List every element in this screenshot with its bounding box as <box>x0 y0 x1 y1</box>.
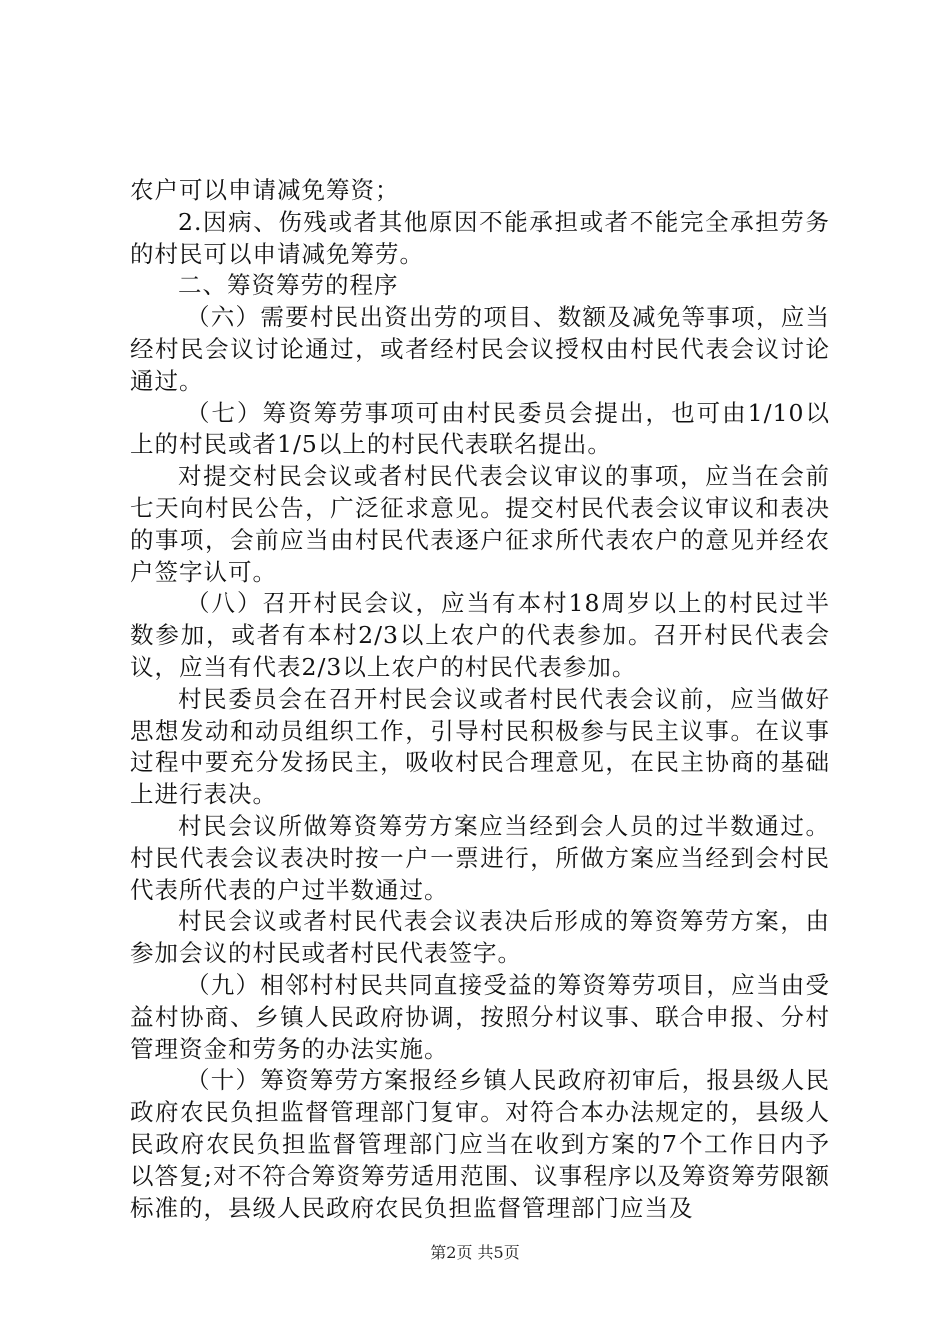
section-heading: 二、筹资筹劳的程序 <box>178 271 399 300</box>
paragraph: 村民会议或者村民代表会议表决后形成的筹资筹劳方案，由参加会议的村民或者村民代表签字。 <box>130 907 830 968</box>
paragraph: （七）筹资筹劳事项可由村民委员会提出，也可由1/10以上的村民或者1/5以上的村民代表联名提出。 <box>130 398 830 459</box>
paragraph: 2.因病、伤残或者其他原因不能承担或者不能完全承担劳务的村民可以申请减免筹劳。 <box>130 207 830 268</box>
paragraph: 村民委员会在召开村民会议或者村民代表会议前，应当做好思想发动和动员组织工作，引导村民积极参与民主议事。在议事过程中要充分发扬民主，吸收村民合理意见，在民主协商的基础上进行表决。 <box>130 684 830 809</box>
paragraph: 农户可以申请减免筹资； <box>130 176 400 204</box>
paragraph: （八）召开村民会议，应当有本村18周岁以上的村民过半数参加，或者有本村2/3以上农户的代表参加。召开村民代表会议，应当有代表2/3以上农户的村民代表参加。 <box>130 589 830 681</box>
page-number-footer: 第2页 共5页 <box>430 1243 520 1262</box>
paragraph: （六）需要村民出资出劳的项目、数额及减免等事项，应当经村民会议讨论通过，或者经村民会议授权由村民代表会议讨论通过。 <box>130 303 830 395</box>
paragraph: （十）筹资筹劳方案报经乡镇人民政府初审后，报县级人民政府农民负担监督管理部门复审。对符合本办法规定的，县级人民政府农民负担监督管理部门应当在收到方案的7个工作日内予以答复;对不符合筹资筹劳适用范围、议事程序以及筹资筹劳限额标准的，县级人民政府农民负担监督管理部门应当及 <box>130 1066 830 1222</box>
document-body <box>130 175 830 1224</box>
paragraph: 对提交村民会议或者村民代表会议审议的事项，应当在会前七天向村民公告，广泛征求意见。提交村民代表会议审议和表决的事项，会前应当由村民代表逐户征求所代表农户的意见并经农户签字认可。 <box>130 462 830 586</box>
paragraph: 村民会议所做筹资筹劳方案应当经到会人员的过半数通过。村民代表会议表决时按一户一票进行，所做方案应当经到会村民代表所代表的户过半数通过。 <box>130 811 830 904</box>
paragraph: （九）相邻村村民共同直接受益的筹资筹劳项目，应当由受益村协商、乡镇人民政府协调，按照分村议事、联合申报、分村管理资金和劳务的办法实施。 <box>130 970 830 1063</box>
